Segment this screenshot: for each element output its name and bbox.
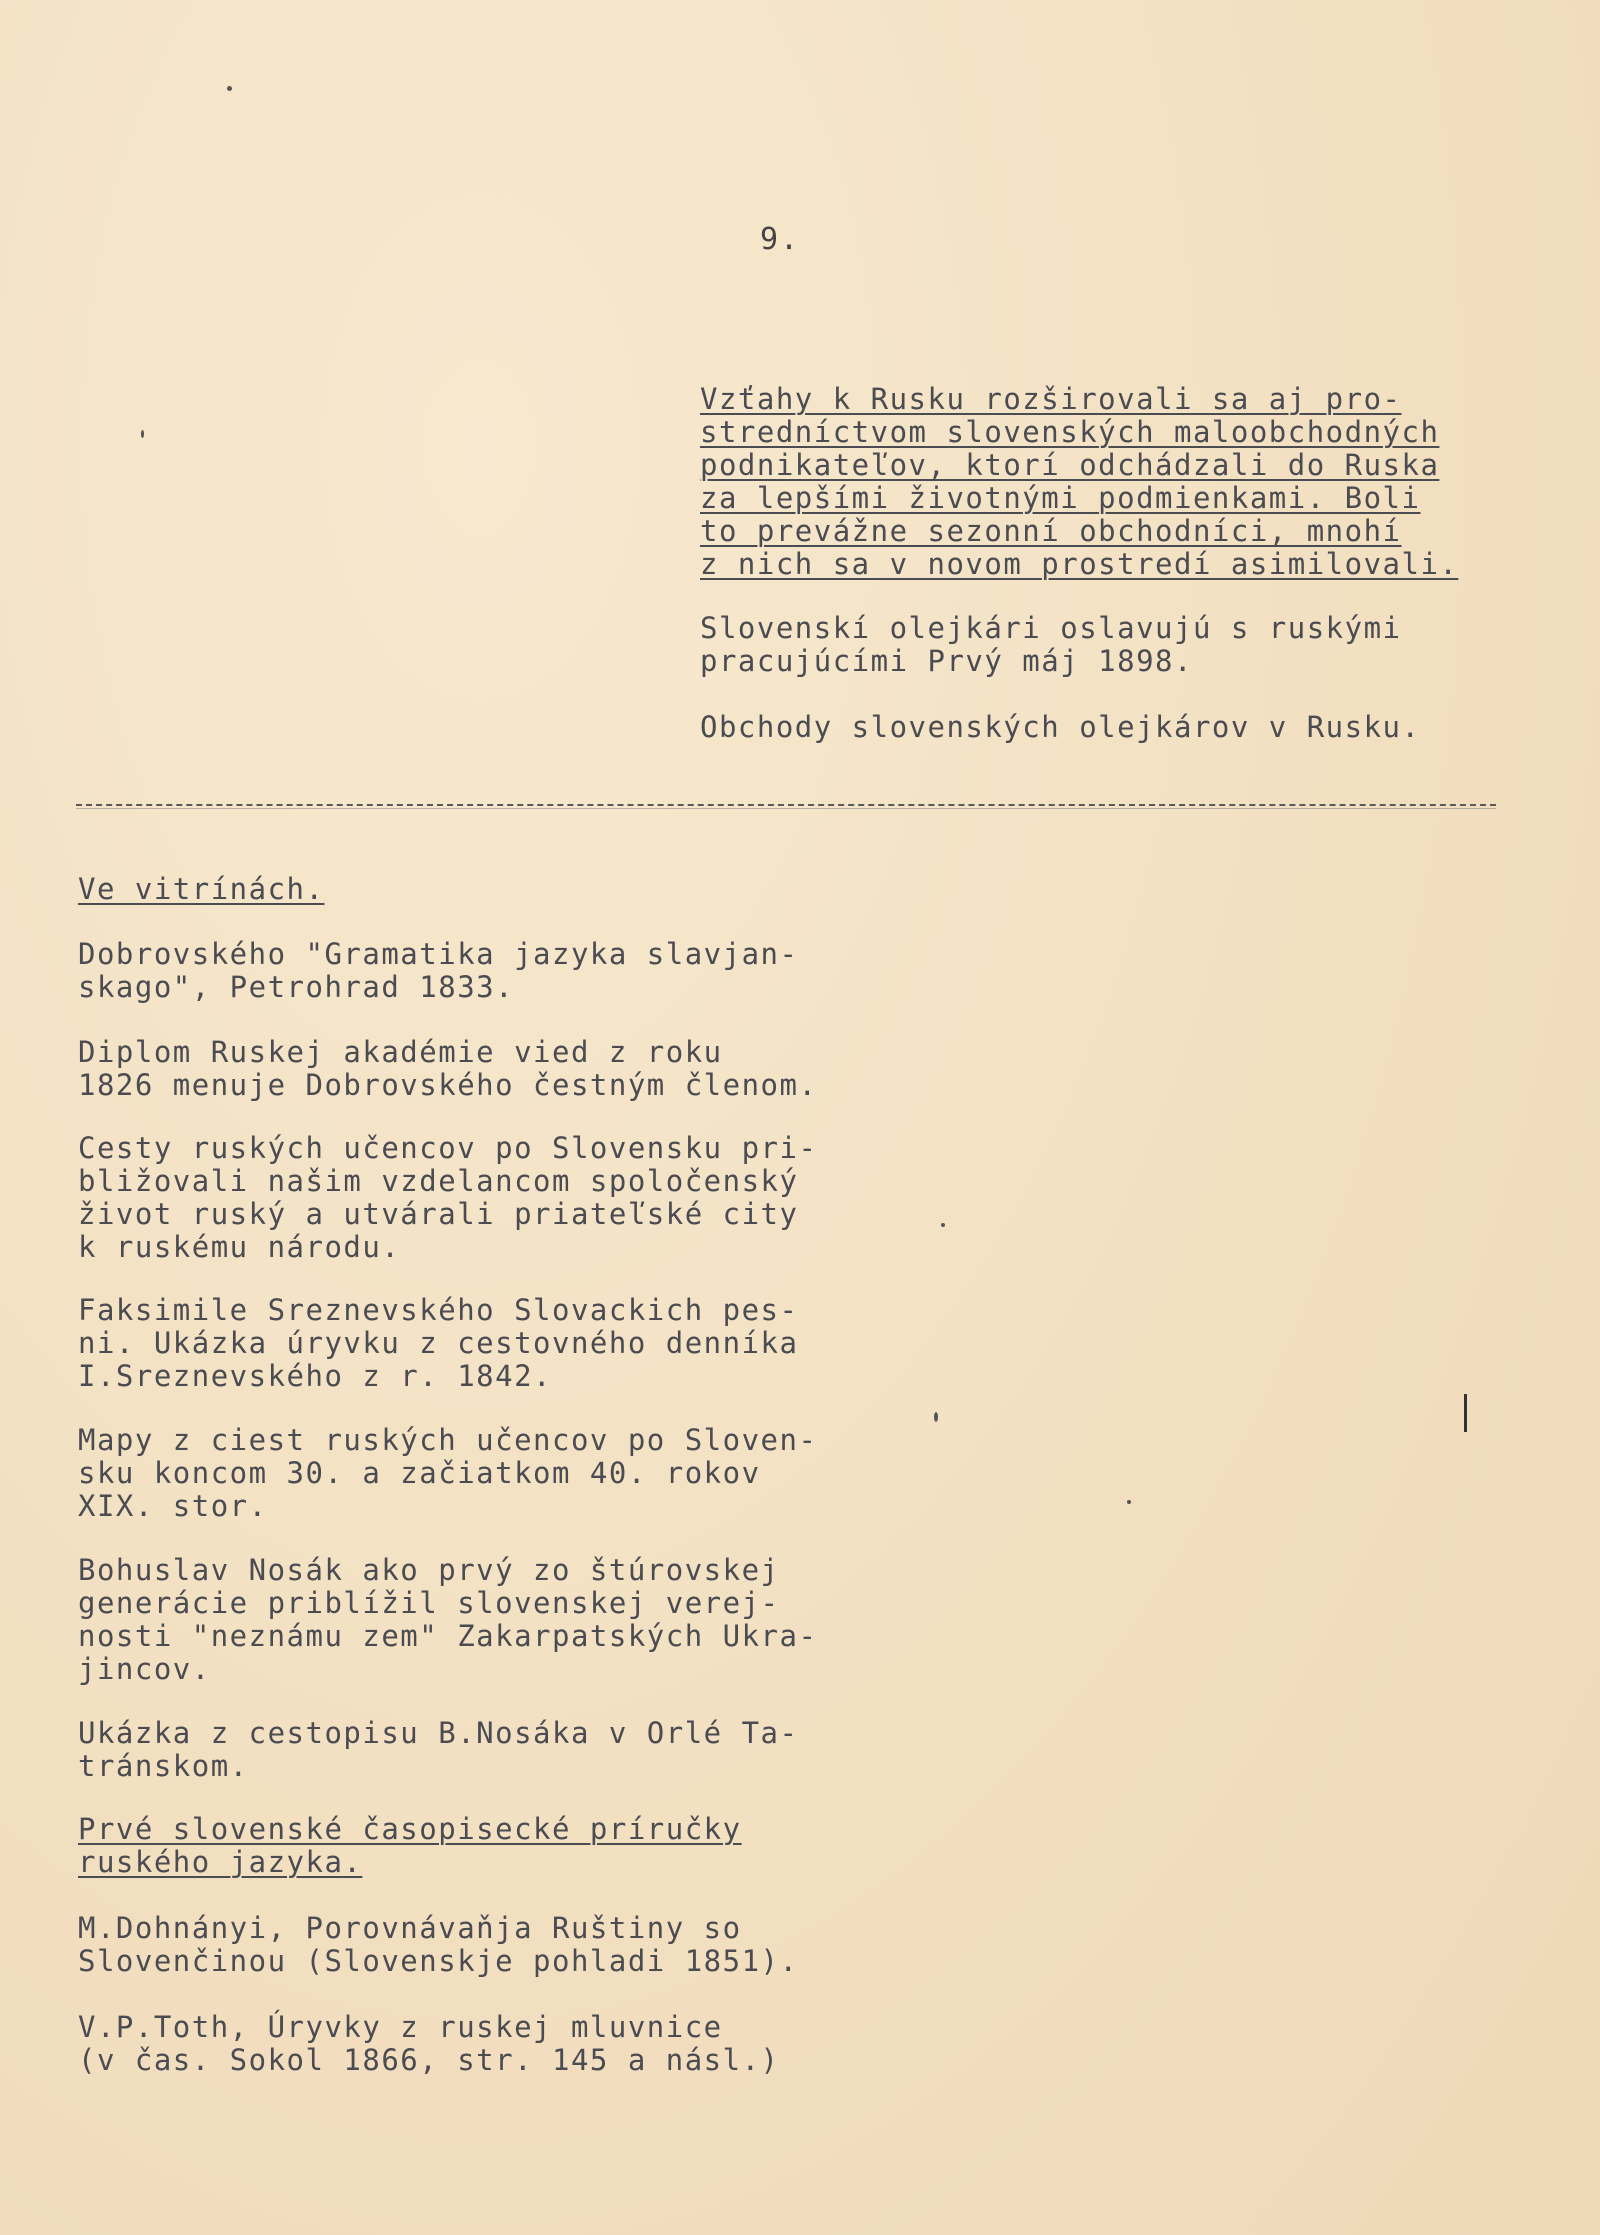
section-heading: Prvé slovenské časopisecké príručky — [78, 1812, 742, 1846]
section-heading: ruského jazyka. — [78, 1845, 363, 1879]
text-line: sku koncom 30. a začiatkom 40. rokov — [78, 1456, 761, 1490]
text-line: život ruský a utvárali priateľské city — [78, 1197, 799, 1231]
section-divider-shadow — [76, 808, 1496, 809]
text-line: tránskom. — [78, 1749, 249, 1783]
section-heading: Ve vitrínách. — [78, 872, 325, 906]
text-line: skago", Petrohrad 1833. — [78, 970, 515, 1004]
text-line: k ruskému národu. — [78, 1230, 401, 1264]
text-line: XIX. stor. — [78, 1489, 268, 1523]
text-line: to prevážne sezonní obchodníci, mnohí — [700, 514, 1402, 548]
text-line: 1826 menuje Dobrovského čestným členom. — [78, 1068, 818, 1102]
text-line: Mapy z ciest ruských učencov po Sloven- — [78, 1423, 818, 1457]
text-line: (v čas. Sokol 1866, str. 145 a násl.) — [78, 2043, 780, 2077]
text-line: Cesty ruských učencov po Slovensku pri- — [78, 1131, 818, 1165]
page-number: 9. — [760, 222, 801, 257]
text-line: podnikateľov, ktorí odchádzali do Ruska — [700, 448, 1440, 482]
text-line: V.P.Toth, Úryvky z ruskej mluvnice — [78, 2010, 723, 2044]
text-line: Bohuslav Nosák ako prvý zo štúrovskej — [78, 1553, 780, 1587]
text-line: nosti "neznámu zem" Zakarpatských Ukra- — [78, 1619, 818, 1653]
text-line: pracujúcími Prvý máj 1898. — [700, 644, 1193, 678]
text-line: jincov. — [78, 1652, 211, 1686]
text-line: bližovali našim vzdelancom spoločenský — [78, 1164, 799, 1198]
text-line: ni. Ukázka úryvku z cestovného denníka — [78, 1326, 799, 1360]
section-divider — [76, 804, 1496, 806]
paper-speck — [141, 430, 144, 438]
paper-speck — [227, 86, 232, 91]
paper-speck — [941, 1223, 945, 1227]
text-line: Obchody slovenských olejkárov v Rusku. — [700, 710, 1421, 744]
text-line: M.Dohnányi, Porovnávaňja Ruštiny so — [78, 1911, 742, 1945]
text-line: Slovenčinou (Slovenskje pohladi 1851). — [78, 1944, 799, 1978]
text-line: Vzťahy k Rusku rozširovali sa aj pro- — [700, 382, 1402, 416]
text-line: Slovenskí olejkári oslavujú s ruskými — [700, 611, 1402, 645]
text-line: za lepšími životnými podmienkami. Boli — [700, 481, 1421, 515]
text-line: I.Sreznevského z r. 1842. — [78, 1359, 552, 1393]
text-line: Dobrovského "Gramatika jazyka slavjan- — [78, 937, 799, 971]
text-line: Diplom Ruskej akadémie vied z roku — [78, 1035, 723, 1069]
text-line: generácie priblížil slovenskej verej- — [78, 1586, 780, 1620]
paper-speck — [1127, 1500, 1131, 1504]
text-line: stredníctvom slovenských maloobchodných — [700, 415, 1440, 449]
paper-speck — [934, 1412, 938, 1422]
ink-mark — [1464, 1394, 1467, 1432]
text-line: Ukázka z cestopisu B.Nosáka v Orlé Ta- — [78, 1716, 799, 1750]
text-line: z nich sa v novom prostredí asimilovali. — [700, 547, 1459, 581]
text-line: Faksimile Sreznevského Slovackich pes- — [78, 1293, 799, 1327]
